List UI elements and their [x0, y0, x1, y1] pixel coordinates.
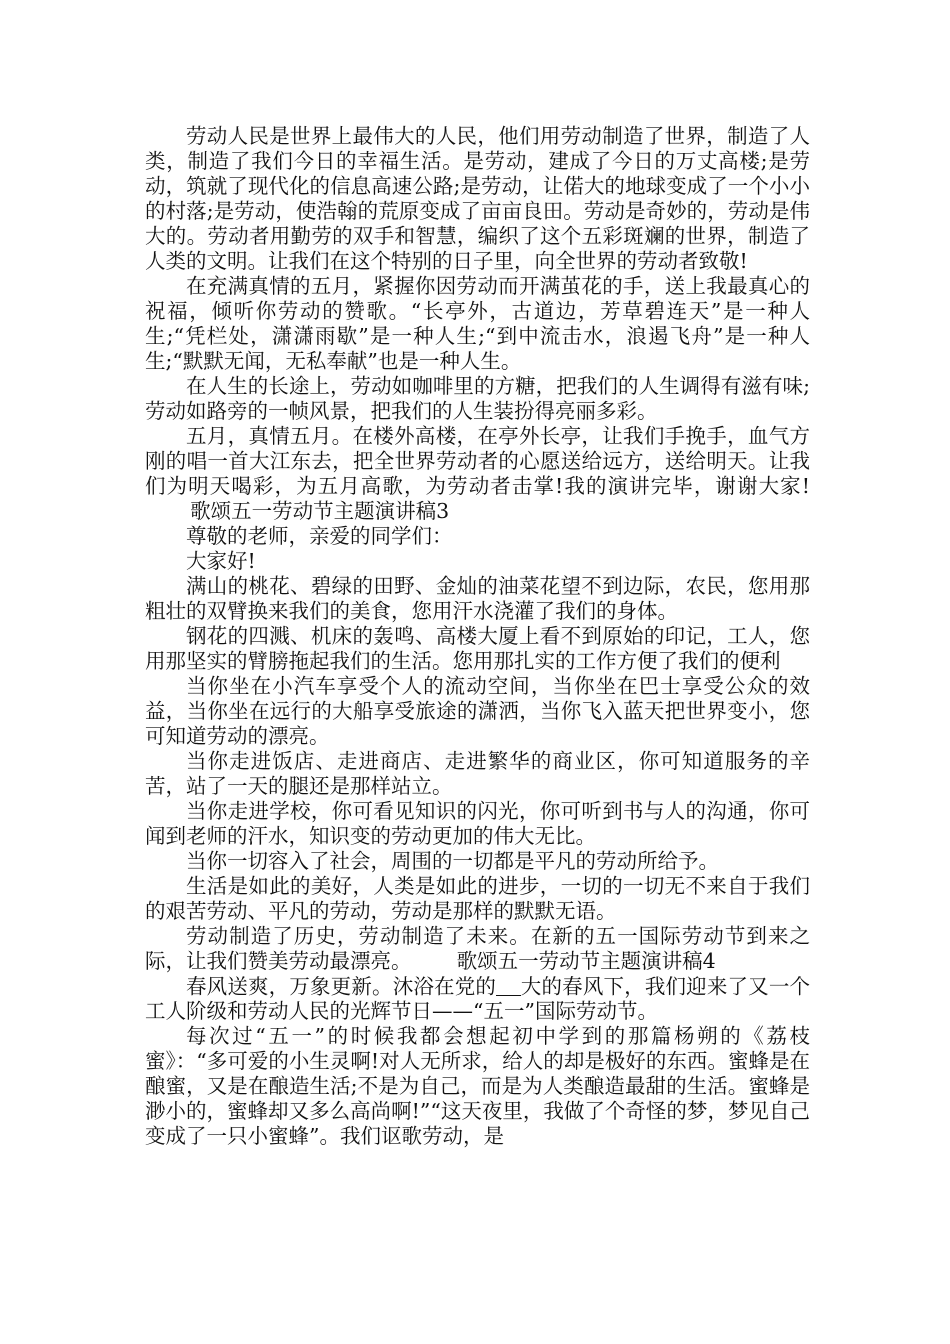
paragraph: 每次过“五一”的时候我都会想起初中学到的那篇杨朔的《荔枝蜜》：“多可爱的小生灵啊!对人无所求，给人的却是极好的东西。蜜蜂是在酿蜜，又是在酿造生活;不是为自己，而是为人类酿造最甜的生活。蜜蜂是渺小的，蜜蜂却又多么高尚啊!”“这天夜里，我做了个奇怪的梦，梦见自己变成了一只小蜜蜂”。我们讴歌劳动，是: [145, 1024, 810, 1149]
document-body: [145, 124, 810, 1149]
hello: 大家好!: [186, 549, 256, 573]
paragraph: 当你走进饭店、走进商店、走进繁华的商业区，你可知道服务的辛苦，站了一天的腿还是那样站立。: [145, 749, 810, 798]
paragraph-with-blank: [145, 974, 810, 1024]
greeting: 尊敬的老师，亲爱的同学们：: [186, 524, 453, 548]
paragraph: 当你走进学校，你可看见知识的闪光，你可听到书与人的沟通，你可闻到老师的汗水，知识变的劳动更加的伟大无比。: [145, 799, 810, 848]
paragraph: 当你一切容入了社会，周围的一切都是平凡的劳动所给予。: [186, 849, 719, 873]
paragraph-with-heading: [145, 424, 810, 524]
fill-in-blank: [496, 974, 521, 996]
paragraph: 满山的桃花、碧绿的田野、金灿的油菜花望不到边际，农民，您用那粗壮的双臂换来我们的美食，您用汗水浇灌了我们的身体。: [145, 574, 810, 623]
paragraph-text: 春风送爽，万象更新。沐浴在党的: [186, 974, 497, 999]
paragraph: 钢花的四溅、机床的轰鸣、高楼大厦上看不到原始的印记，工人，您用那坚实的臂膀拖起我们的生活。您用那扎实的工作方便了我们的便利: [145, 624, 810, 673]
section-heading-4: 歌颂五一劳动节主题演讲稿4: [456, 949, 716, 973]
paragraph: 当你坐在小汽车享受个人的流动空间，当你坐在巴士享受公众的效益，当你坐在远行的大船享受旅途的潇洒，当你飞入蓝天把世界变小，您可知道劳动的漂亮。: [145, 674, 810, 748]
paragraph-with-heading: [145, 924, 810, 974]
paragraph: 在充满真情的五月，紧握你因劳动而开满茧花的手，送上我最真心的祝福，倾听你劳动的赞歌。“长亭外，古道边，芳草碧连天”是一种人生;“凭栏处，潇潇雨歇”是一种人生;“到中流击水，浪遏飞舟”是一种人生;“默默无闻，无私奉献”也是一种人生。: [145, 274, 810, 373]
section-heading-3: 歌颂五一劳动节主题演讲稿3: [190, 499, 450, 523]
paragraph-text: 五月，真情五月。在楼外高楼，在亭外长亭，让我们手挽手，血气方刚的唱一首大江东去，把全世界劳动者的心愿送给远方，送给明天。让我们为明天喝彩，为五月高歌，为劳动者击掌!我的演讲完毕，谢谢大家!: [145, 424, 810, 498]
paragraph-text: 劳动制造了历史，劳动制造了未来。在新的五一国际劳动节到来之际，让我们赞美劳动最漂亮。: [145, 924, 810, 973]
paragraph: 生活是如此的美好，人类是如此的进步，一切的一切无不来自于我们的艰苦劳动、平凡的劳动，劳动是那样的默默无语。: [145, 874, 810, 923]
paragraph: 劳动人民是世界上最伟大的人民，他们用劳动制造了世界，制造了人类，制造了我们今日的幸福生活。是劳动，建成了今日的万丈高楼;是劳动，筑就了现代化的信息高速公路;是劳动，让偌大的地球变成了一个小小的村落;是劳动，使浩翰的荒原变成了亩亩良田。劳动是奇妙的，劳动是伟大的。劳动者用勤劳的双手和智慧，编织了这个五彩斑斓的世界，制造了人类的文明。让我们在这个特别的日子里，向全世界的劳动者致敬!: [145, 124, 810, 273]
paragraph-text: 大的春风下，我们迎来了又一个工人阶级和劳动人民的光辉节日——“五一”国际劳动节。: [145, 974, 811, 1024]
paragraph: 在人生的长途上，劳动如咖啡里的方糖，把我们的人生调得有滋有味;劳动如路旁的一帧风景，把我们的人生装扮得亮丽多彩。: [145, 374, 810, 423]
